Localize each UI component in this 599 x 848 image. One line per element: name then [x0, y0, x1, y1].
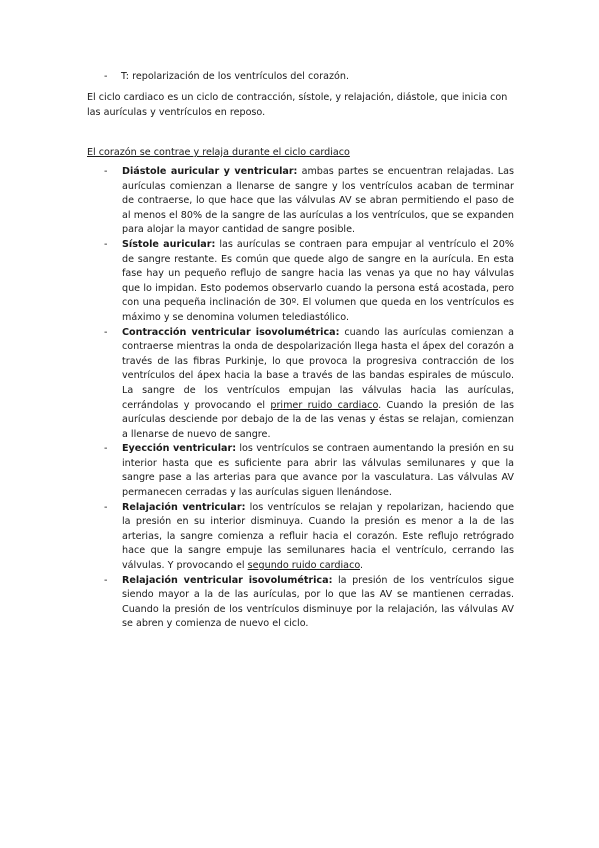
- list-bullet: -: [104, 501, 108, 513]
- list-bullet: -: [104, 574, 108, 586]
- section-heading: El corazón se contrae y relaja durante el ciclo cardiaco: [87, 147, 350, 158]
- term: Sístole auricular:: [122, 238, 216, 250]
- description: los ventrículos se contraen aumentando la presión en su interior hasta que es suficiente para abrir las válvulas semilunares y que la sangre pase a las arterias para que avance por la vasculatura. Las válvulas AV permanecen cerradas y las aurículas siguen llenándose.: [122, 443, 515, 499]
- list-item-text: T: repolarización de los ventrículos del corazón.: [121, 71, 349, 82]
- underlined-term-link: segundo ruido cardiaco: [247, 560, 361, 572]
- term: Eyección ventricular:: [122, 443, 237, 455]
- list-item: [104, 326, 515, 443]
- description-continued: . Cuando la presión de las aurículas desciende por debajo de la de las venas y éstas se relajan, comienzan a llenarse de nuevo de sangre.: [122, 399, 514, 440]
- term: Relajación ventricular isovolumétrica:: [122, 574, 333, 586]
- term: Diástole auricular y ventricular:: [122, 166, 298, 177]
- list-bullet: -: [104, 326, 108, 338]
- description: cuando las aurículas comienzan a contraerse mientras la onda de despolarización llega hasta el ápex del corazón a través de las fibras Purkinje, lo que provoca la progresiva contracción de los ventrículos del ápex hacia la base a través de las bandas espirales de músculo. La sangre de los ventrículos empujan las válvulas hacia las aurículas, cerrándolas y provocando el: [122, 326, 515, 411]
- description: las aurículas se contraen para empujar al ventrículo el 20% de sangre restante. Es común que quede algo de sangre en la aurícula. En esta fase hay un pequeño reflujo de sangre hacia las venas ya que no hay válvulas que lo impidan. Esto podemos observarlo cuando la persona está acostada, pero con una pequeña inclinación de 30º. El volumen que queda en los ventrículos es máximo y se denomina volumen telediastólico.: [122, 238, 514, 323]
- list-item: [104, 574, 514, 632]
- description-continued: .: [360, 560, 364, 572]
- description: los ventrículos se relajan y repolarizan, haciendo que la presión en su interior disminuya. Cuando la presión es menor a la de las arterias, la sangre comienza a refluir hacia el corazón. Este reflujo retrógrado hace que la sangre empuje las semilunares hacia el ventrículo, cerrando las válvulas. Y provocando el: [122, 501, 514, 572]
- description: la presión de los ventrículos sigue siendo mayor a la de las aurículas, por lo que las AV se mantienen cerradas. Cuando la presión de los ventrículos disminuye por la relajación, las válvulas AV se abren y comienza de nuevo el ciclo.: [122, 574, 514, 630]
- list-bullet: -: [104, 166, 108, 177]
- list-item: [104, 501, 514, 574]
- term: Relajación ventricular:: [122, 501, 246, 513]
- list-bullet: -: [104, 238, 108, 250]
- list-item: [104, 442, 515, 500]
- description: ambas partes se encuentran relajadas. Las aurículas comienzan a llenarse de sangre y los ventrículos acaban de terminar de contraerse, lo que hace que las válvulas AV se abran permitiendo el paso de al menos el 80% de la sangre de las aurículas a los ventrículos, que se expanden para alojar la mayor cantidad de sangre posible.: [122, 166, 514, 236]
- underlined-term-link: primer ruido cardiaco: [270, 399, 379, 411]
- cardiac-phase-list: [104, 165, 515, 632]
- intro-paragraph: El ciclo cardiaco es un ciclo de contracción, sístole, y relajación, diástole, que inicia con las aurículas y ventrículos en reposo.: [87, 92, 508, 118]
- list-dash: -: [104, 71, 108, 82]
- list-bullet: -: [104, 443, 108, 455]
- list-item: [104, 165, 514, 238]
- list-item-t-wave: [104, 70, 349, 85]
- list-item: [104, 238, 514, 326]
- term: Contracción ventricular isovolumétrica:: [122, 326, 340, 338]
